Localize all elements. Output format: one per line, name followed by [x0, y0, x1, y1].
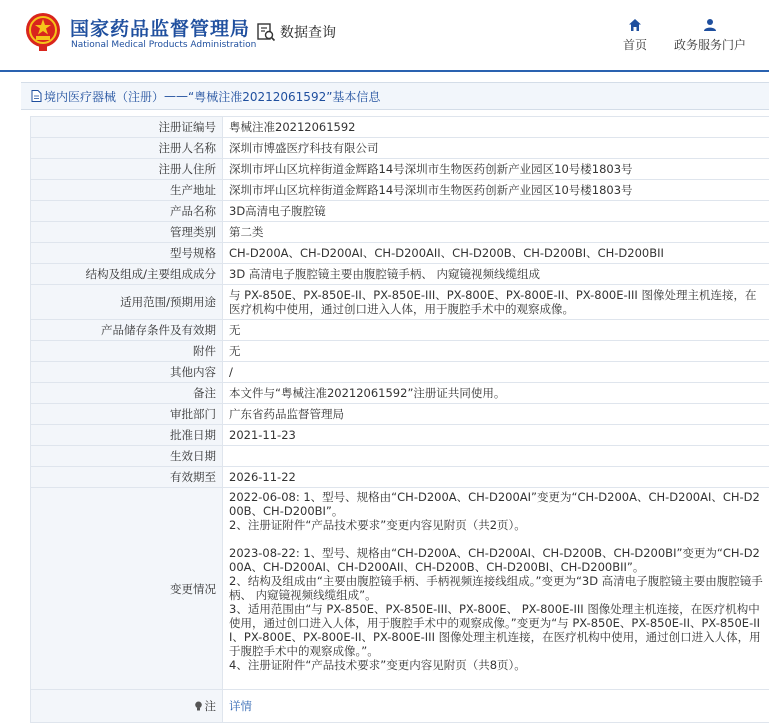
details-link[interactable]: 详情 [229, 699, 252, 713]
row-label: 管理类别 [31, 222, 223, 243]
row-label: 有效期至 [31, 467, 223, 488]
row-label [31, 690, 223, 723]
table-row [31, 341, 769, 362]
row-value: 本文件与“粤械注准20212061592”注册证共同使用。 [223, 383, 769, 404]
table-row [31, 383, 769, 404]
row-label: 附件 [31, 341, 223, 362]
row-value [223, 446, 769, 467]
table-row [31, 446, 769, 467]
nav-service-portal[interactable] [670, 18, 750, 53]
row-value: 3D高清电子腹腔镜 [223, 201, 769, 222]
data-query-label: 数据查询 [280, 22, 336, 42]
row-value: 无 [223, 320, 769, 341]
table-row [31, 404, 769, 425]
row-label: 生产地址 [31, 180, 223, 201]
national-emblem-icon [25, 12, 61, 52]
table-row [31, 362, 769, 383]
table-row [31, 690, 769, 723]
row-label: 注册人住所 [31, 159, 223, 180]
row-value: 与 PX-850E、PX-850E-II、PX-850E-III、PX-800E、PX-800E-II、PX-800E-III 图像处理主机连接，在医疗机构中使用，通过创口进入人体，用于腹腔手术中的观察成像。 [223, 285, 769, 320]
row-value: 无 [223, 341, 769, 362]
data-query-link[interactable] [256, 22, 336, 42]
table-row [31, 488, 769, 690]
table-row [31, 222, 769, 243]
row-value: CH-D200A、CH-D200AI、CH-D200AII、CH-D200B、CH-D200BI、CH-D200BII [223, 243, 769, 264]
user-icon [703, 18, 717, 32]
row-label: 产品名称 [31, 201, 223, 222]
breadcrumb-record-title: “粤械注准20212061592”基本信息 [188, 88, 380, 105]
document-icon [31, 90, 42, 102]
row-label: 适用范围/预期用途 [31, 285, 223, 320]
row-label: 生效日期 [31, 446, 223, 467]
row-label: 注册证编号 [31, 117, 223, 138]
row-label: 产品储存条件及有效期 [31, 320, 223, 341]
row-label: 型号规格 [31, 243, 223, 264]
nav-home-label: 首页 [623, 38, 647, 52]
table-row [31, 243, 769, 264]
site-header [0, 0, 769, 72]
row-label: 备注 [31, 383, 223, 404]
table-row [31, 138, 769, 159]
registration-detail-table [30, 116, 769, 723]
bulb-icon [194, 701, 203, 711]
breadcrumb [21, 82, 769, 110]
table-row [31, 425, 769, 446]
row-value: 粤械注准20212061592 [223, 117, 769, 138]
row-value: 2026-11-22 [223, 467, 769, 488]
row-label: 批准日期 [31, 425, 223, 446]
row-label: 审批部门 [31, 404, 223, 425]
nav-service-portal-label: 政务服务门户 [674, 38, 746, 52]
row-label: 变更情况 [31, 488, 223, 690]
row-value: 第二类 [223, 222, 769, 243]
row-label: 注册人名称 [31, 138, 223, 159]
breadcrumb-separator: —— [164, 89, 188, 103]
table-row [31, 117, 769, 138]
row-label: 其他内容 [31, 362, 223, 383]
site-subtitle: National Medical Products Administration [71, 40, 256, 50]
home-icon [628, 18, 642, 32]
row-value: 深圳市博盛医疗科技有限公司 [223, 138, 769, 159]
breadcrumb-category[interactable]: 境内医疗器械（注册） [44, 88, 164, 105]
site-title[interactable]: 国家药品监督管理局 [70, 14, 250, 41]
table-row [31, 159, 769, 180]
change-history: 2022-06-08: 1、型号、规格由“CH-D200A、CH-D200AI”变更为“CH-D200A、CH-D200AI、CH-D200B、CH-D200BI”。 2、注册证附件“产品技术要求”变更内容见附页（共2页）。 2023-08-22: 1、型号、规格由“CH-D200A、CH-D200AI、CH-D200B、CH-D200BI”变更为“CH-D200A、CH-D200AI、CH-D200AII、CH-D200B、CH-D200BI、CH-D200BII”。 2、结构及组成由“主要由腹腔镜手柄、手柄视频连接线组成。”变更为“3D 高清电子腹腔镜主要由腹腔镜手柄、 内窥镜视频线缆组成”。 3、适用范围由“与 PX-850E、PX-850E-III、PX-800E、 PX-800E-III 图像处理主机连接，在医疗机构中使用，通过创口进入人体，用于腹腔手术中的观察成像。”变更为“与 PX-850E、PX-850E-II、PX-850E-III、PX-800E、PX-800E-II、PX-800E-III 图像处理主机连接，在医疗机构中使用，通过创口进入人体，用于腹腔手术中的观察成像。”。 4、注册证附件“产品技术要求”变更内容见附页（共8页）。 [223, 488, 769, 690]
table-row [31, 180, 769, 201]
table-row [31, 285, 769, 320]
data-query-icon [256, 22, 276, 42]
row-value [223, 690, 769, 723]
row-value: / [223, 362, 769, 383]
note-label: 注 [205, 699, 217, 713]
row-value: 深圳市坪山区坑梓街道金辉路14号深圳市生物医药创新产业园区10号楼1803号 [223, 159, 769, 180]
row-value: 3D 高清电子腹腔镜主要由腹腔镜手柄、 内窥镜视频线缆组成 [223, 264, 769, 285]
row-value: 深圳市坪山区坑梓街道金辉路14号深圳市生物医药创新产业园区10号楼1803号 [223, 180, 769, 201]
nav-home[interactable] [618, 18, 652, 53]
row-value: 广东省药品监督管理局 [223, 404, 769, 425]
row-label: 结构及组成/主要组成成分 [31, 264, 223, 285]
table-row [31, 201, 769, 222]
table-row [31, 264, 769, 285]
row-value: 2021-11-23 [223, 425, 769, 446]
table-row [31, 320, 769, 341]
table-row [31, 467, 769, 488]
